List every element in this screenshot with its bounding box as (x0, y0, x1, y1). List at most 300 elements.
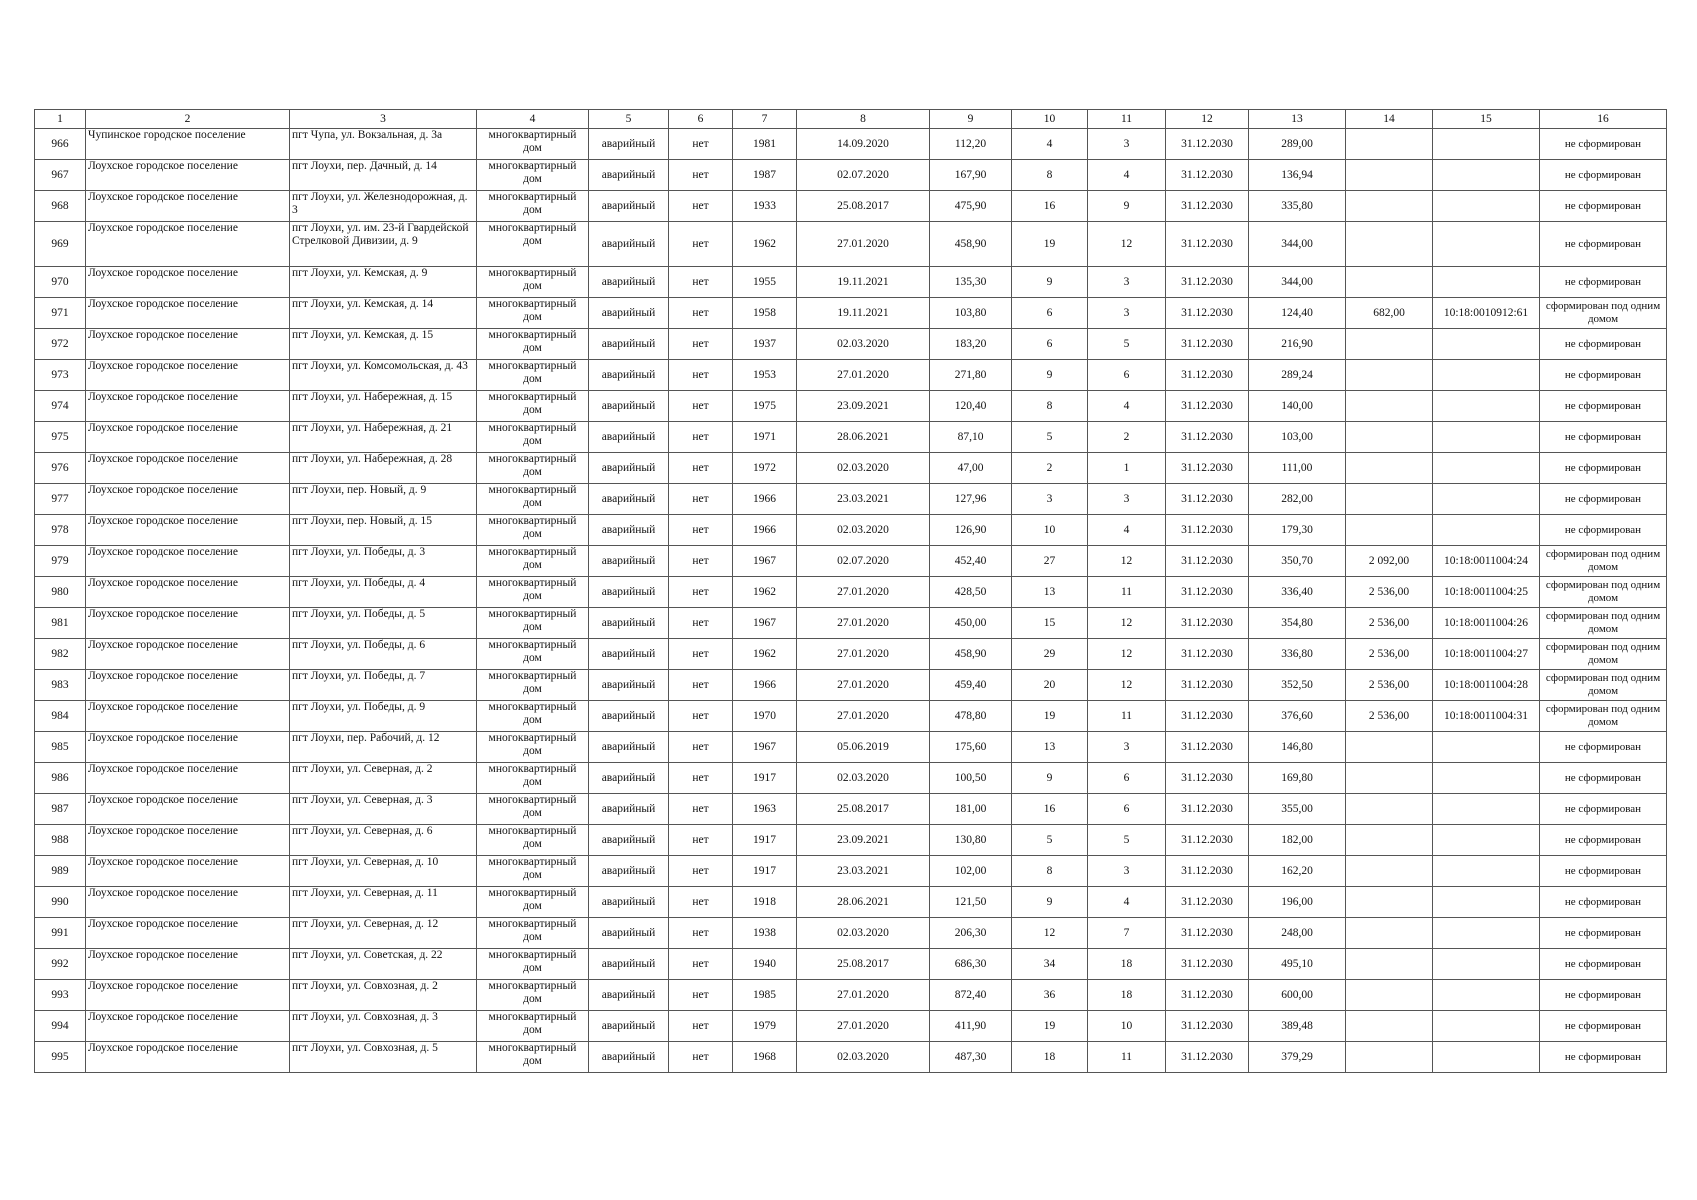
row-number: 974 (35, 391, 86, 422)
residents-count: 8 (1012, 391, 1088, 422)
settlement-name: Лоухское городское поселение (86, 191, 290, 222)
date-cell: 27.01.2020 (797, 360, 930, 391)
land-status: не сформирован (1540, 484, 1667, 515)
deadline-date: 31.12.2030 (1166, 1011, 1249, 1042)
column-header: 10 (1012, 110, 1088, 129)
address: пгт Лоухи, пер. Рабочий, д. 12 (290, 732, 477, 763)
table-row (35, 639, 1667, 670)
row-number: 989 (35, 856, 86, 887)
units-count: 5 (1088, 825, 1166, 856)
build-year: 1966 (733, 670, 797, 701)
deadline-date: 31.12.2030 (1166, 422, 1249, 453)
residents-count: 15 (1012, 608, 1088, 639)
table-row (35, 129, 1667, 160)
value-cell: 182,00 (1249, 825, 1346, 856)
build-year: 1953 (733, 360, 797, 391)
address: пгт Лоухи, пер. Дачный, д. 14 (290, 160, 477, 191)
building-type: многоквартирный дом (477, 701, 589, 732)
land-status: сформирован под одним домом (1540, 546, 1667, 577)
table-row (35, 546, 1667, 577)
land-area (1346, 887, 1433, 918)
building-type: многоквартирный дом (477, 732, 589, 763)
area-value: 411,90 (930, 1011, 1012, 1042)
condition-status: аварийный (589, 732, 669, 763)
table-row (35, 608, 1667, 639)
units-count: 9 (1088, 191, 1166, 222)
cadastral-number: 10:18:0010912:61 (1433, 298, 1540, 329)
column-header: 5 (589, 110, 669, 129)
date-cell: 02.03.2020 (797, 329, 930, 360)
address: пгт Лоухи, ул. Победы, д. 5 (290, 608, 477, 639)
area-value: 458,90 (930, 639, 1012, 670)
building-type: многоквартирный дом (477, 1042, 589, 1073)
address: пгт Лоухи, ул. Совхозная, д. 3 (290, 1011, 477, 1042)
date-cell: 02.03.2020 (797, 763, 930, 794)
value-cell: 350,70 (1249, 546, 1346, 577)
settlement-name: Лоухское городское поселение (86, 639, 290, 670)
settlement-name: Чупинское городское поселение (86, 129, 290, 160)
residents-count: 27 (1012, 546, 1088, 577)
units-count: 7 (1088, 918, 1166, 949)
area-value: 121,50 (930, 887, 1012, 918)
date-cell: 05.06.2019 (797, 732, 930, 763)
land-status: не сформирован (1540, 222, 1667, 267)
address: пгт Лоухи, ул. Набережная, д. 28 (290, 453, 477, 484)
column-header: 6 (669, 110, 733, 129)
flag-cell: нет (669, 422, 733, 453)
table-row (35, 360, 1667, 391)
land-status: сформирован под одним домом (1540, 670, 1667, 701)
land-status: не сформирован (1540, 515, 1667, 546)
flag-cell: нет (669, 391, 733, 422)
date-cell: 02.07.2020 (797, 160, 930, 191)
date-cell: 27.01.2020 (797, 1011, 930, 1042)
cadastral-number (1433, 949, 1540, 980)
units-count: 18 (1088, 949, 1166, 980)
building-type: многоквартирный дом (477, 267, 589, 298)
address: пгт Лоухи, ул. Кемская, д. 9 (290, 267, 477, 298)
build-year: 1968 (733, 1042, 797, 1073)
deadline-date: 31.12.2030 (1166, 980, 1249, 1011)
units-count: 3 (1088, 856, 1166, 887)
value-cell: 111,00 (1249, 453, 1346, 484)
address: пгт Лоухи, ул. им. 23-й Гвардейской Стрелковой Дивизии, д. 9 (290, 222, 477, 267)
table-row (35, 298, 1667, 329)
building-type: многоквартирный дом (477, 825, 589, 856)
building-type: многоквартирный дом (477, 360, 589, 391)
cadastral-number (1433, 222, 1540, 267)
building-type: многоквартирный дом (477, 887, 589, 918)
flag-cell: нет (669, 980, 733, 1011)
land-area (1346, 129, 1433, 160)
settlement-name: Лоухское городское поселение (86, 222, 290, 267)
deadline-date: 31.12.2030 (1166, 360, 1249, 391)
settlement-name: Лоухское городское поселение (86, 856, 290, 887)
area-value: 130,80 (930, 825, 1012, 856)
residents-count: 9 (1012, 887, 1088, 918)
building-type: многоквартирный дом (477, 515, 589, 546)
row-number: 982 (35, 639, 86, 670)
address: пгт Лоухи, ул. Победы, д. 7 (290, 670, 477, 701)
value-cell: 376,60 (1249, 701, 1346, 732)
units-count: 12 (1088, 546, 1166, 577)
address: пгт Лоухи, ул. Победы, д. 6 (290, 639, 477, 670)
build-year: 1970 (733, 701, 797, 732)
row-number: 991 (35, 918, 86, 949)
date-cell: 28.06.2021 (797, 887, 930, 918)
deadline-date: 31.12.2030 (1166, 160, 1249, 191)
cadastral-number: 10:18:0011004:26 (1433, 608, 1540, 639)
deadline-date: 31.12.2030 (1166, 949, 1249, 980)
land-area (1346, 329, 1433, 360)
table-row (35, 329, 1667, 360)
settlement-name: Лоухское городское поселение (86, 608, 290, 639)
address: пгт Лоухи, ул. Кемская, д. 15 (290, 329, 477, 360)
residents-count: 34 (1012, 949, 1088, 980)
row-number: 986 (35, 763, 86, 794)
value-cell: 354,80 (1249, 608, 1346, 639)
column-header: 9 (930, 110, 1012, 129)
date-cell: 19.11.2021 (797, 267, 930, 298)
value-cell: 344,00 (1249, 222, 1346, 267)
flag-cell: нет (669, 360, 733, 391)
table-row (35, 1011, 1667, 1042)
building-type: многоквартирный дом (477, 608, 589, 639)
address: пгт Лоухи, ул. Победы, д. 3 (290, 546, 477, 577)
building-type: многоквартирный дом (477, 222, 589, 267)
area-value: 475,90 (930, 191, 1012, 222)
units-count: 6 (1088, 360, 1166, 391)
table-row (35, 191, 1667, 222)
cadastral-number (1433, 918, 1540, 949)
building-type: многоквартирный дом (477, 949, 589, 980)
land-area: 2 536,00 (1346, 670, 1433, 701)
land-area (1346, 918, 1433, 949)
row-number: 984 (35, 701, 86, 732)
row-number: 985 (35, 732, 86, 763)
value-cell: 103,00 (1249, 422, 1346, 453)
residents-count: 2 (1012, 453, 1088, 484)
land-status: не сформирован (1540, 856, 1667, 887)
address: пгт Лоухи, ул. Совхозная, д. 5 (290, 1042, 477, 1073)
condition-status: аварийный (589, 949, 669, 980)
value-cell: 282,00 (1249, 484, 1346, 515)
land-status: не сформирован (1540, 732, 1667, 763)
area-value: 103,80 (930, 298, 1012, 329)
settlement-name: Лоухское городское поселение (86, 546, 290, 577)
value-cell: 179,30 (1249, 515, 1346, 546)
row-number: 981 (35, 608, 86, 639)
cadastral-number (1433, 484, 1540, 515)
residents-count: 36 (1012, 980, 1088, 1011)
residents-count: 19 (1012, 701, 1088, 732)
value-cell: 389,48 (1249, 1011, 1346, 1042)
table-row (35, 918, 1667, 949)
cadastral-number (1433, 391, 1540, 422)
flag-cell: нет (669, 701, 733, 732)
row-number: 976 (35, 453, 86, 484)
flag-cell: нет (669, 546, 733, 577)
flag-cell: нет (669, 763, 733, 794)
cadastral-number (1433, 980, 1540, 1011)
column-header: 1 (35, 110, 86, 129)
address: пгт Лоухи, ул. Советская, д. 22 (290, 949, 477, 980)
settlement-name: Лоухское городское поселение (86, 1011, 290, 1042)
build-year: 1987 (733, 160, 797, 191)
date-cell: 02.03.2020 (797, 453, 930, 484)
flag-cell: нет (669, 732, 733, 763)
table-row (35, 980, 1667, 1011)
area-value: 458,90 (930, 222, 1012, 267)
land-area (1346, 825, 1433, 856)
build-year: 1938 (733, 918, 797, 949)
deadline-date: 31.12.2030 (1166, 484, 1249, 515)
land-area (1346, 191, 1433, 222)
table-body (35, 129, 1667, 1073)
condition-status: аварийный (589, 701, 669, 732)
building-type: многоквартирный дом (477, 546, 589, 577)
residents-count: 6 (1012, 329, 1088, 360)
cadastral-number (1433, 1011, 1540, 1042)
units-count: 6 (1088, 794, 1166, 825)
condition-status: аварийный (589, 298, 669, 329)
column-header: 14 (1346, 110, 1433, 129)
units-count: 3 (1088, 298, 1166, 329)
flag-cell: нет (669, 129, 733, 160)
column-header: 4 (477, 110, 589, 129)
settlement-name: Лоухское городское поселение (86, 1042, 290, 1073)
land-area (1346, 794, 1433, 825)
deadline-date: 31.12.2030 (1166, 298, 1249, 329)
land-area (1346, 949, 1433, 980)
condition-status: аварийный (589, 577, 669, 608)
flag-cell: нет (669, 670, 733, 701)
date-cell: 23.03.2021 (797, 856, 930, 887)
condition-status: аварийный (589, 763, 669, 794)
land-area (1346, 732, 1433, 763)
land-area: 2 536,00 (1346, 577, 1433, 608)
column-header: 12 (1166, 110, 1249, 129)
build-year: 1955 (733, 267, 797, 298)
units-count: 11 (1088, 1042, 1166, 1073)
deadline-date: 31.12.2030 (1166, 918, 1249, 949)
date-cell: 23.09.2021 (797, 391, 930, 422)
date-cell: 27.01.2020 (797, 670, 930, 701)
building-type: многоквартирный дом (477, 763, 589, 794)
flag-cell: нет (669, 222, 733, 267)
housing-registry-table (34, 109, 1667, 1073)
date-cell: 02.03.2020 (797, 918, 930, 949)
residents-count: 8 (1012, 856, 1088, 887)
area-value: 126,90 (930, 515, 1012, 546)
cadastral-number: 10:18:0011004:25 (1433, 577, 1540, 608)
area-value: 872,40 (930, 980, 1012, 1011)
build-year: 1917 (733, 825, 797, 856)
land-status: не сформирован (1540, 422, 1667, 453)
land-status: не сформирован (1540, 391, 1667, 422)
land-area (1346, 763, 1433, 794)
flag-cell: нет (669, 191, 733, 222)
settlement-name: Лоухское городское поселение (86, 980, 290, 1011)
date-cell: 25.08.2017 (797, 949, 930, 980)
build-year: 1962 (733, 639, 797, 670)
units-count: 3 (1088, 732, 1166, 763)
value-cell: 196,00 (1249, 887, 1346, 918)
settlement-name: Лоухское городское поселение (86, 670, 290, 701)
date-cell: 27.01.2020 (797, 577, 930, 608)
residents-count: 6 (1012, 298, 1088, 329)
address: пгт Лоухи, ул. Комсомольская, д. 43 (290, 360, 477, 391)
residents-count: 12 (1012, 918, 1088, 949)
address: пгт Лоухи, ул. Северная, д. 11 (290, 887, 477, 918)
building-type: многоквартирный дом (477, 329, 589, 360)
settlement-name: Лоухское городское поселение (86, 732, 290, 763)
units-count: 4 (1088, 391, 1166, 422)
settlement-name: Лоухское городское поселение (86, 763, 290, 794)
build-year: 1918 (733, 887, 797, 918)
build-year: 1971 (733, 422, 797, 453)
flag-cell: нет (669, 608, 733, 639)
units-count: 12 (1088, 639, 1166, 670)
address: пгт Лоухи, ул. Северная, д. 6 (290, 825, 477, 856)
value-cell: 124,40 (1249, 298, 1346, 329)
build-year: 1933 (733, 191, 797, 222)
settlement-name: Лоухское городское поселение (86, 484, 290, 515)
cadastral-number (1433, 129, 1540, 160)
deadline-date: 31.12.2030 (1166, 329, 1249, 360)
deadline-date: 31.12.2030 (1166, 222, 1249, 267)
settlement-name: Лоухское городское поселение (86, 701, 290, 732)
flag-cell: нет (669, 794, 733, 825)
area-value: 102,00 (930, 856, 1012, 887)
condition-status: аварийный (589, 794, 669, 825)
row-number: 977 (35, 484, 86, 515)
cadastral-number (1433, 794, 1540, 825)
row-number: 983 (35, 670, 86, 701)
building-type: многоквартирный дом (477, 1011, 589, 1042)
land-area (1346, 267, 1433, 298)
row-number: 988 (35, 825, 86, 856)
settlement-name: Лоухское городское поселение (86, 329, 290, 360)
cadastral-number: 10:18:0011004:27 (1433, 639, 1540, 670)
flag-cell: нет (669, 267, 733, 298)
area-value: 112,20 (930, 129, 1012, 160)
building-type: многоквартирный дом (477, 577, 589, 608)
row-number: 968 (35, 191, 86, 222)
area-value: 127,96 (930, 484, 1012, 515)
row-number: 979 (35, 546, 86, 577)
units-count: 10 (1088, 1011, 1166, 1042)
units-count: 6 (1088, 763, 1166, 794)
residents-count: 9 (1012, 360, 1088, 391)
land-status: не сформирован (1540, 1011, 1667, 1042)
land-status: сформирован под одним домом (1540, 608, 1667, 639)
deadline-date: 31.12.2030 (1166, 639, 1249, 670)
area-value: 135,30 (930, 267, 1012, 298)
deadline-date: 31.12.2030 (1166, 546, 1249, 577)
area-value: 271,80 (930, 360, 1012, 391)
deadline-date: 31.12.2030 (1166, 267, 1249, 298)
deadline-date: 31.12.2030 (1166, 794, 1249, 825)
cadastral-number (1433, 160, 1540, 191)
residents-count: 13 (1012, 732, 1088, 763)
flag-cell: нет (669, 825, 733, 856)
land-status: не сформирован (1540, 794, 1667, 825)
table-row (35, 732, 1667, 763)
flag-cell: нет (669, 577, 733, 608)
column-header: 8 (797, 110, 930, 129)
condition-status: аварийный (589, 191, 669, 222)
flag-cell: нет (669, 329, 733, 360)
value-cell: 289,24 (1249, 360, 1346, 391)
condition-status: аварийный (589, 484, 669, 515)
date-cell: 02.03.2020 (797, 515, 930, 546)
row-number: 980 (35, 577, 86, 608)
table-row (35, 1042, 1667, 1073)
condition-status: аварийный (589, 422, 669, 453)
area-value: 478,80 (930, 701, 1012, 732)
table-row (35, 887, 1667, 918)
residents-count: 5 (1012, 825, 1088, 856)
building-type: многоквартирный дом (477, 129, 589, 160)
table-row (35, 160, 1667, 191)
building-type: многоквартирный дом (477, 794, 589, 825)
residents-count: 29 (1012, 639, 1088, 670)
condition-status: аварийный (589, 918, 669, 949)
row-number: 972 (35, 329, 86, 360)
build-year: 1962 (733, 577, 797, 608)
condition-status: аварийный (589, 670, 669, 701)
condition-status: аварийный (589, 608, 669, 639)
area-value: 428,50 (930, 577, 1012, 608)
cadastral-number (1433, 856, 1540, 887)
flag-cell: нет (669, 1042, 733, 1073)
flag-cell: нет (669, 160, 733, 191)
land-status: не сформирован (1540, 329, 1667, 360)
row-number: 994 (35, 1011, 86, 1042)
column-header: 16 (1540, 110, 1667, 129)
area-value: 686,30 (930, 949, 1012, 980)
land-status: сформирован под одним домом (1540, 639, 1667, 670)
land-status: не сформирован (1540, 825, 1667, 856)
date-cell: 23.09.2021 (797, 825, 930, 856)
land-status: сформирован под одним домом (1540, 577, 1667, 608)
condition-status: аварийный (589, 515, 669, 546)
build-year: 1937 (733, 329, 797, 360)
land-status: не сформирован (1540, 160, 1667, 191)
date-cell: 27.01.2020 (797, 222, 930, 267)
column-header: 3 (290, 110, 477, 129)
table-row (35, 422, 1667, 453)
building-type: многоквартирный дом (477, 856, 589, 887)
area-value: 206,30 (930, 918, 1012, 949)
land-area: 2 092,00 (1346, 546, 1433, 577)
condition-status: аварийный (589, 856, 669, 887)
table-row (35, 267, 1667, 298)
building-type: многоквартирный дом (477, 980, 589, 1011)
row-number: 973 (35, 360, 86, 391)
address: пгт Лоухи, ул. Кемская, д. 14 (290, 298, 477, 329)
residents-count: 9 (1012, 763, 1088, 794)
row-number: 995 (35, 1042, 86, 1073)
address: пгт Лоухи, ул. Северная, д. 3 (290, 794, 477, 825)
building-type: многоквартирный дом (477, 453, 589, 484)
date-cell: 27.01.2020 (797, 608, 930, 639)
build-year: 1967 (733, 608, 797, 639)
condition-status: аварийный (589, 1042, 669, 1073)
land-area (1346, 160, 1433, 191)
row-number: 975 (35, 422, 86, 453)
